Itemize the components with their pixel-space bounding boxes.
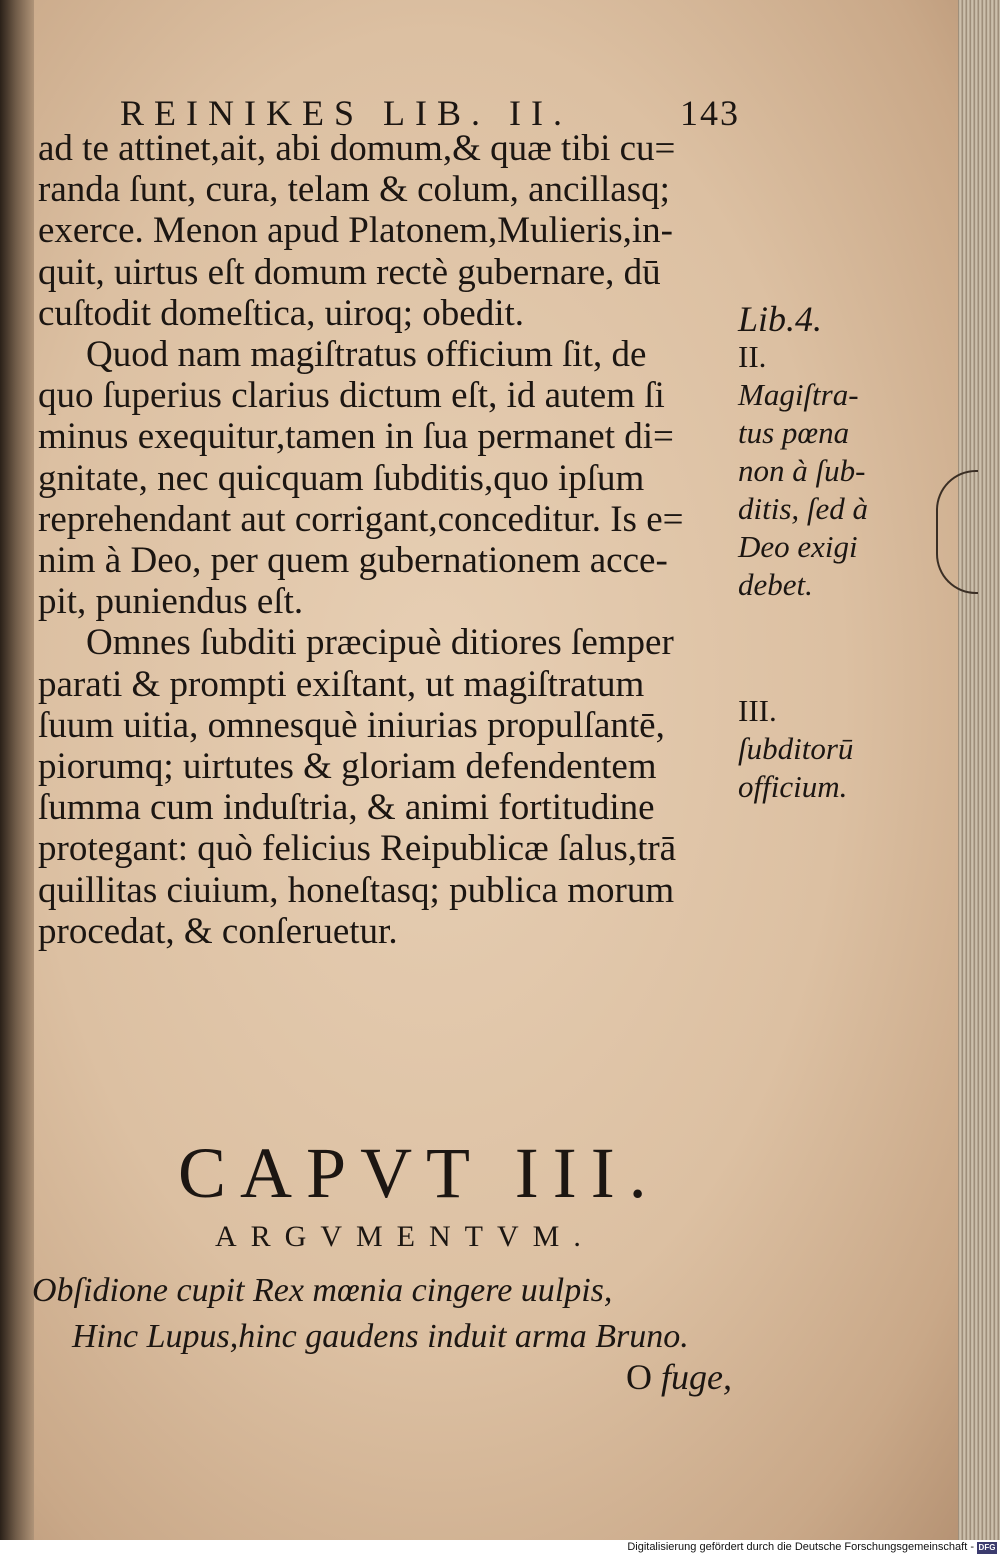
margin-line: debet. xyxy=(738,567,813,602)
paragraph-3 xyxy=(38,622,738,952)
margin-line: Magiſtra- xyxy=(738,377,859,412)
text-line: piorumq; uirtutes & gloriam defendentem xyxy=(38,746,657,788)
marginal-note xyxy=(738,300,938,604)
text-line: gnitate, nec quicquam ſubditis,quo ipſum xyxy=(38,457,645,499)
bookmark-clip xyxy=(936,470,978,594)
chapter-heading: CAPVT III. xyxy=(178,1133,661,1213)
text-line: reprehendant aut corrigant,conceditur. Is e= xyxy=(38,498,684,540)
body-text xyxy=(38,128,738,952)
text-line: quo ſuperius clarius dictum eſt, id autem ſi xyxy=(38,375,665,417)
margin-line: tus pœna xyxy=(738,415,850,450)
argument-label: ARGVMENTVM. xyxy=(215,1220,595,1253)
text-line: quit, uirtus eſt domum rectè gubernare, dū xyxy=(38,251,661,293)
margin-line: ſubditorū xyxy=(738,731,854,766)
text-line: protegant: quò felicius Reipublicæ ſalus,trā xyxy=(38,828,677,870)
marginal-note xyxy=(738,692,938,806)
margin-ref: II. xyxy=(738,339,767,374)
funding-credit: Digitalisierung gefördert durch die Deutsche Forschungsgemeinschaft - xyxy=(627,1541,974,1553)
text-line: pit, puniendus eſt. xyxy=(38,581,304,623)
margin-ref: Lib.4. xyxy=(738,299,823,339)
verse-line: Obſidione cupit Rex mœnia cingere uulpis, xyxy=(32,1272,613,1309)
dfg-logo: DFG xyxy=(978,1543,996,1552)
page-gutter xyxy=(0,0,34,1540)
verse-line: Hinc Lupus,hinc gaudens induit arma Bruno. xyxy=(72,1318,689,1355)
page-edges xyxy=(958,0,1000,1540)
text-line: exerce. Menon apud Platonem,Mulieris,in- xyxy=(38,210,673,252)
margin-line: officium. xyxy=(738,769,848,804)
text-line: ſuum uitia, omnesquè iniurias propulſantē, xyxy=(38,704,665,746)
text-line: Quod nam magiſtratus officium ſit, de xyxy=(86,334,647,376)
text-line: Omnes ſubditi præcipuè ditiores ſemper xyxy=(86,622,674,664)
running-title: REINIKES LIB. II. xyxy=(120,93,572,133)
text-line: procedat, & conſeruetur. xyxy=(38,910,398,952)
margin-line: non à ſub- xyxy=(738,453,866,488)
catchword xyxy=(626,1356,732,1398)
text-line: randa ſunt, cura, telam & colum, ancillasq; xyxy=(38,169,670,211)
argument-verse xyxy=(32,1240,752,1360)
paragraph-2 xyxy=(38,334,738,622)
margin-ref: III. xyxy=(738,693,777,728)
text-line: ſumma cum induſtria, & animi fortitudine xyxy=(38,787,655,829)
text-line: cuſtodit domeſtica, uiroq; obedit. xyxy=(38,292,525,334)
paragraph-1 xyxy=(38,128,738,334)
text-line: nim à Deo, per quem gubernationem acce- xyxy=(38,540,668,582)
catchword-italic: fuge, xyxy=(661,1357,732,1397)
text-line: parati & prompti exiſtant, ut magiſtratum xyxy=(38,663,645,705)
text-line: minus exequitur,tamen in ſua permanet di= xyxy=(38,416,674,458)
catchword-plain: O xyxy=(626,1357,652,1397)
margin-line: ditis, ſed à xyxy=(738,491,869,526)
text-line: ad te attinet,ait, abi domum,& quæ tibi cu= xyxy=(38,128,676,169)
digitization-footer xyxy=(0,1540,1000,1557)
margin-line: Deo exigi xyxy=(738,529,858,564)
page-number: 143 xyxy=(680,93,740,133)
text-line: quillitas ciuium, honeſtasq; publica morum xyxy=(38,869,675,911)
